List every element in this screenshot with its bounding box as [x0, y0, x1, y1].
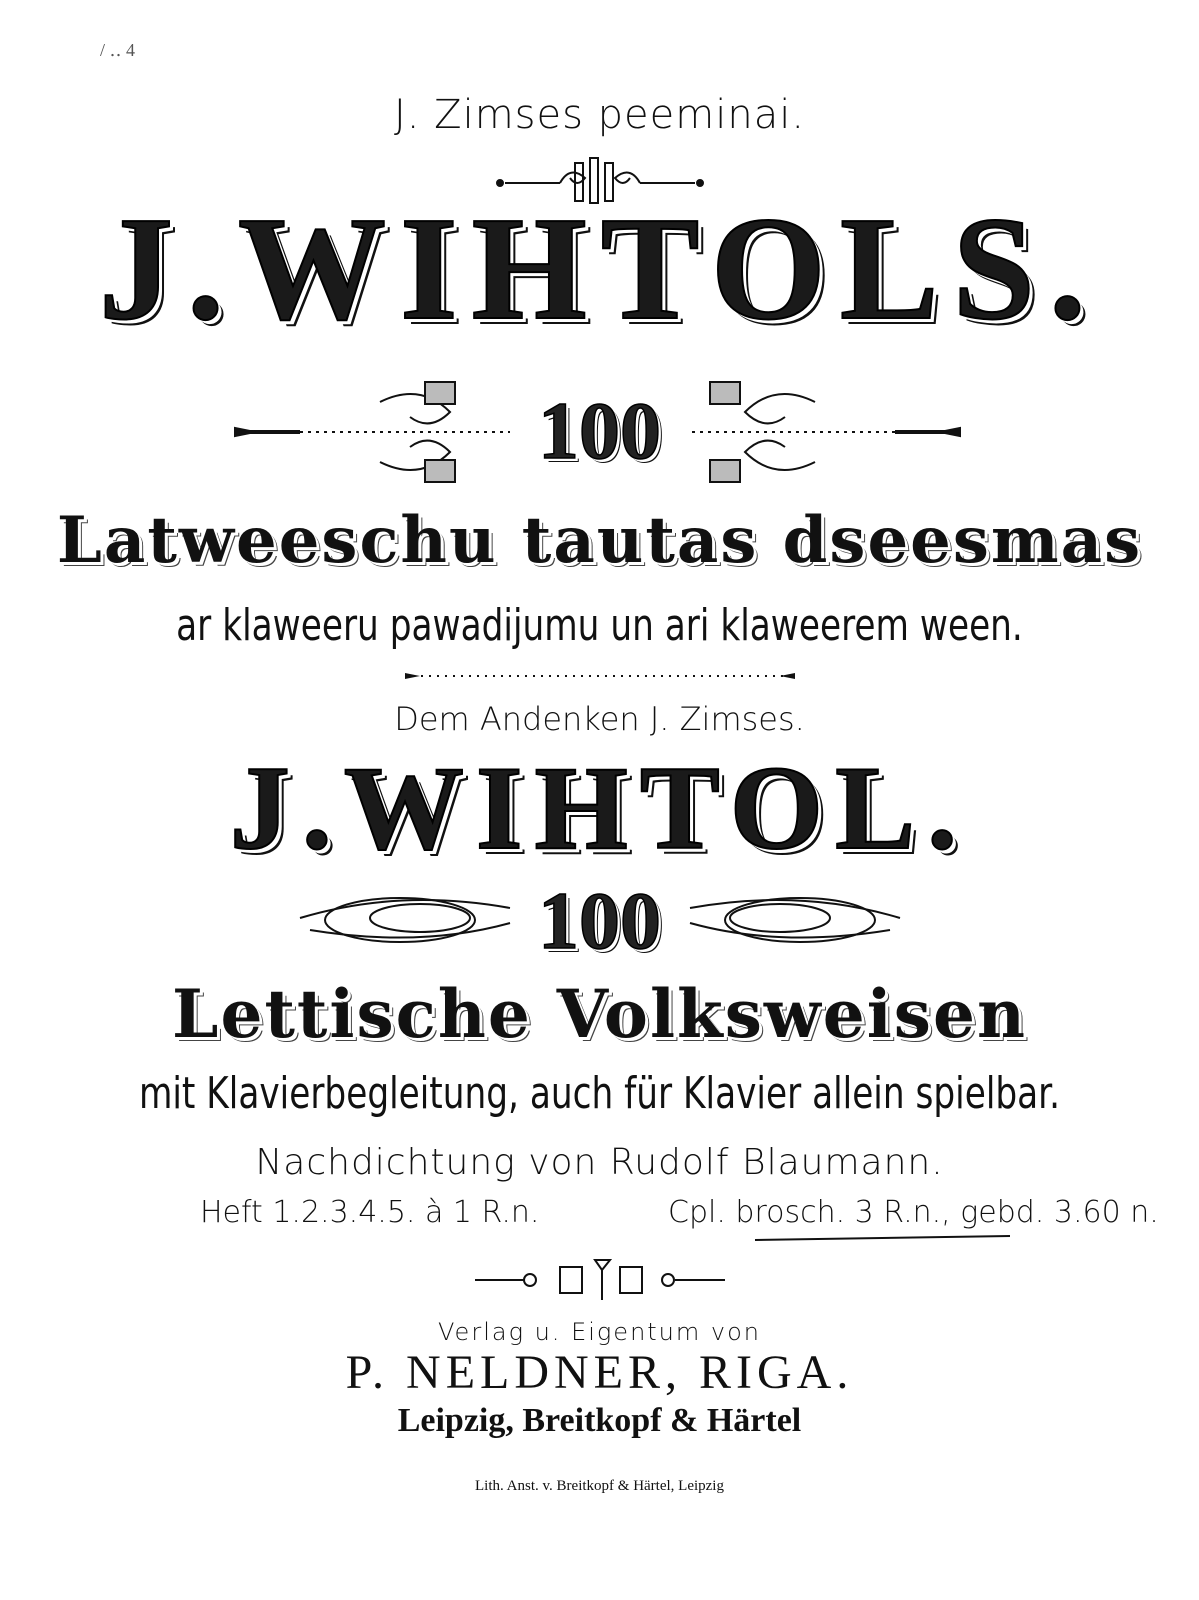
price-single-parts: Heft 1.2.3.4.5. à 1 R.n. — [200, 1195, 540, 1230]
lithography-credit: Lith. Anst. v. Breitkopf & Härtel, Leipzig — [475, 1478, 724, 1494]
description-german: mit Klavierbegleitung, auch für Klavier allein spielbar. — [138, 1068, 1061, 1119]
dotted-divider — [0, 668, 1199, 684]
song-count-german: 100 — [538, 875, 661, 966]
publisher-name: P. NELDNER, RIGA. — [345, 1346, 854, 1399]
composer-name-latvian: J.WIHTOLS. — [99, 187, 1100, 351]
translation-credit: Nachdichtung von Rudolf Blaumann. — [255, 1142, 944, 1183]
song-count-latvian: 100 — [538, 385, 661, 476]
publisher-intro: Verlag u. Eigentum von — [438, 1318, 761, 1346]
bottom-ornament — [0, 1255, 1199, 1305]
title-latvian: Latweeschu tautas dseesmas — [56, 503, 1143, 578]
composer-name-german: J.WIHTOL. — [229, 741, 970, 874]
publisher-copublisher: Leipzig, Breitkopf & Härtel — [397, 1402, 802, 1439]
description-latvian: ar klaweeru pawadijumu un ari klaweerem ween. — [176, 600, 1023, 651]
corner-pencil-mark: / ‥ 4 — [100, 40, 136, 60]
title-german: Lettische Volksweisen — [172, 975, 1027, 1053]
dedication-german: Dem Andenken J. Zimses. — [394, 700, 805, 738]
dedication-latvian: J. Zimses peeminai. — [393, 92, 806, 138]
price-complete: Cpl. brosch. 3 R.n., gebd. 3.60 n. — [668, 1195, 1159, 1230]
price-underline — [0, 1232, 1199, 1246]
